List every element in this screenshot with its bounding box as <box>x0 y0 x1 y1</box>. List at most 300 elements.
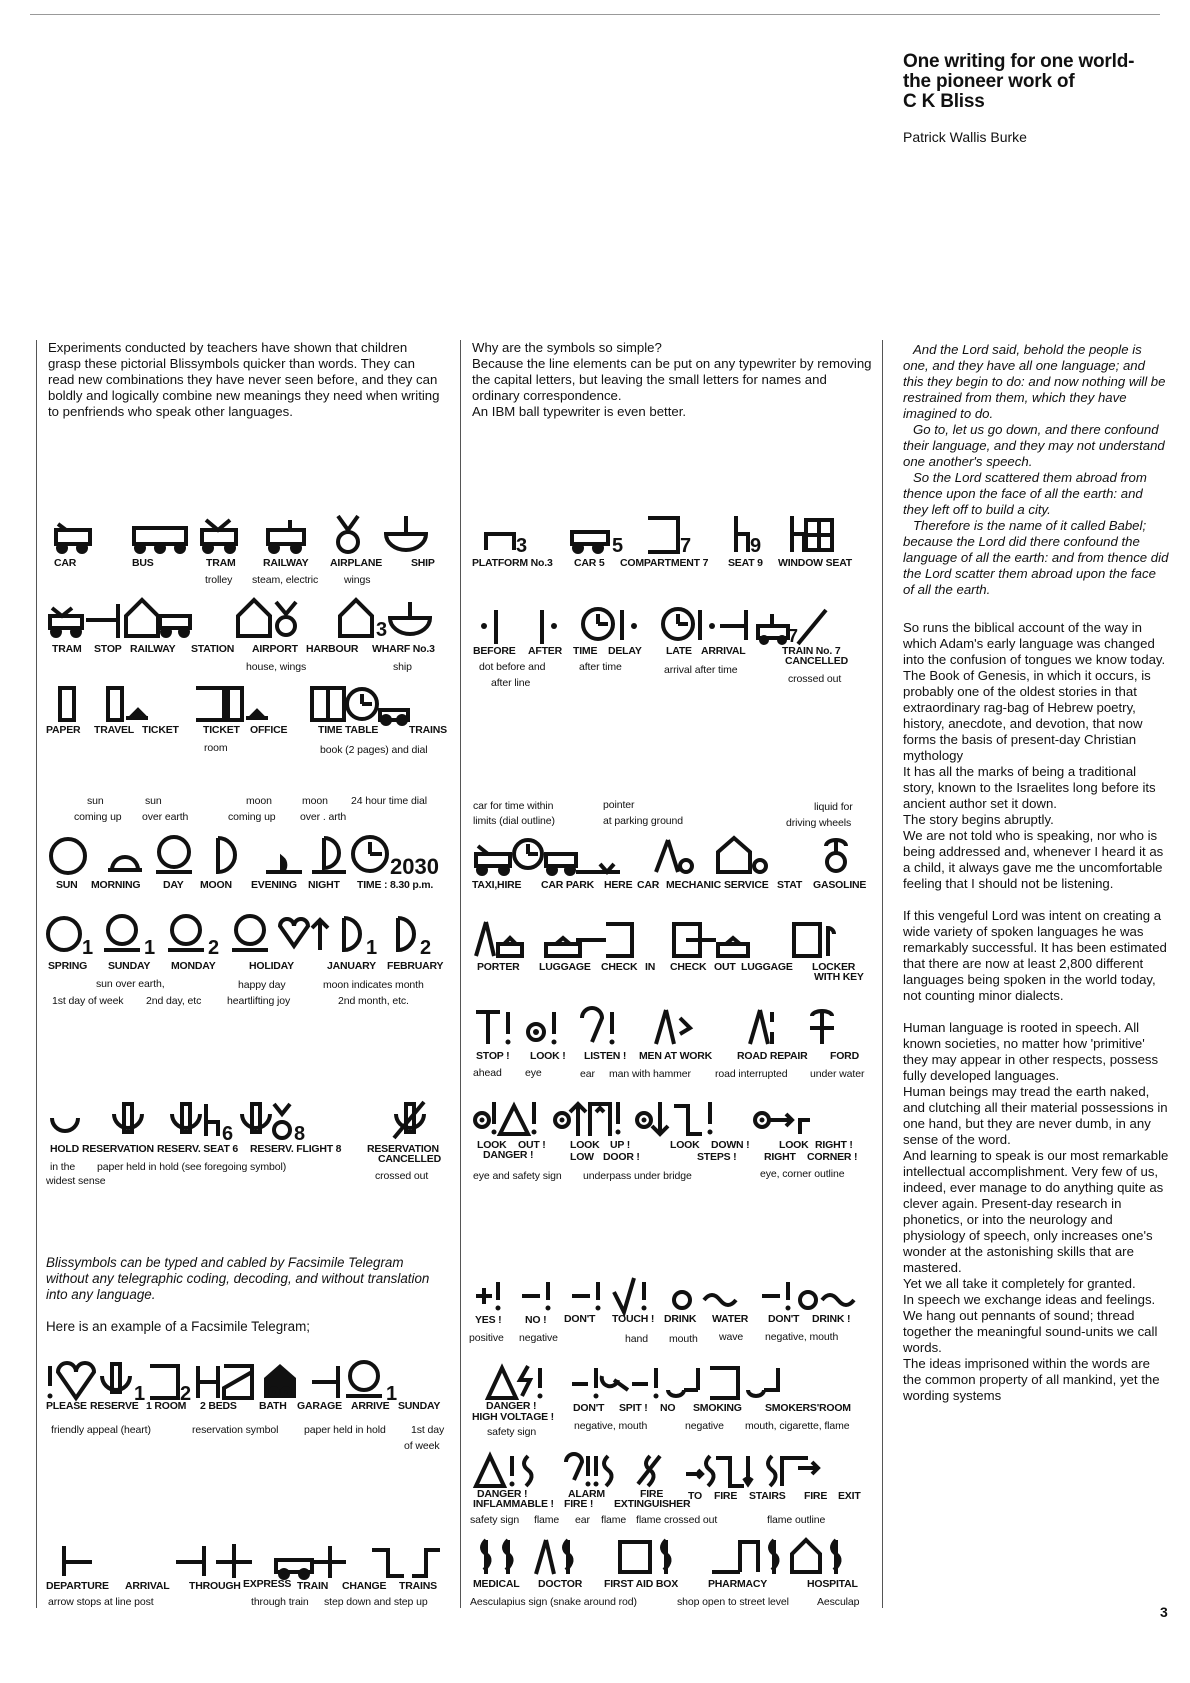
column-divider-2 <box>460 340 461 1608</box>
label-look-down: LOOK <box>670 1139 700 1151</box>
label-extinguisher: EXTINGUISHER <box>614 1498 691 1510</box>
moon-icon <box>218 838 235 872</box>
sub-1st-day-tel: 1st day <box>411 1424 445 1436</box>
sub-flame-outline: flame outline <box>767 1514 826 1526</box>
label-touch: TOUCH ! <box>612 1313 655 1325</box>
label-timetable: TIME TABLE <box>318 724 379 736</box>
monday-num: 2 <box>208 937 220 959</box>
check-out-icon <box>674 924 748 956</box>
label-hold: HOLD <box>50 1143 79 1155</box>
sub-over-earth: over earth <box>142 811 189 823</box>
airport-icon <box>238 600 296 636</box>
sub-road-interrupted: road interrupted <box>715 1068 788 1080</box>
page-number: 3 <box>1160 1604 1168 1620</box>
label-drink: DRINK <box>664 1313 697 1325</box>
label-train: TRAIN <box>297 1580 329 1592</box>
sub-eye: eye <box>525 1067 542 1079</box>
arrival-2-icon <box>720 610 746 640</box>
before-icon <box>481 610 496 644</box>
label-railway-2: RAILWAY <box>130 643 176 655</box>
top-rule <box>30 14 1160 15</box>
dont-drink-icon <box>762 1282 854 1311</box>
hold-icon <box>52 1118 78 1131</box>
sub-shop-open: shop open to street level <box>677 1596 789 1608</box>
sub-2nd-month: 2nd month, etc. <box>338 995 409 1007</box>
label-seat-9: SEAT 9 <box>728 557 763 569</box>
sub-aesculap: Aesculap <box>817 1596 860 1608</box>
label-danger-2: DANGER ! <box>486 1400 537 1412</box>
label-please: PLEASE <box>46 1400 87 1412</box>
compartment-num: 7 <box>680 535 692 557</box>
sub-heartlifting: heartlifting joy <box>227 995 291 1007</box>
sub-moon-2: moon <box>302 795 328 807</box>
change-trains-icon <box>372 1550 440 1576</box>
garage-icon <box>264 1364 296 1398</box>
label-time: TIME : 8.30 p.m. <box>357 879 434 891</box>
clock-icon <box>353 837 387 871</box>
sub-paper-held: paper held in hold (see foregoing symbol) <box>97 1161 287 1173</box>
label-out-2: OUT ! <box>518 1139 546 1151</box>
ford-icon <box>810 1010 834 1044</box>
label-train-7: TRAIN No. 7 <box>782 645 841 657</box>
label-delay: DELAY <box>608 645 642 657</box>
label-office: OFFICE <box>250 724 288 736</box>
reservation-icon <box>114 1104 142 1132</box>
luggage-symbol-row <box>472 918 872 960</box>
label-look-right: LOOK <box>779 1139 809 1151</box>
label-high-voltage: HIGH VOLTAGE ! <box>472 1411 554 1423</box>
label-1-room: 1 ROOM <box>146 1400 187 1412</box>
car-park-icon <box>546 854 596 876</box>
label-right: RIGHT ! <box>815 1139 853 1151</box>
tram-stop-icon <box>50 604 118 638</box>
label-sunday: SUNDAY <box>108 960 151 972</box>
label-arrive: ARRIVE <box>351 1400 390 1412</box>
label-fire-2: FIRE <box>714 1490 738 1502</box>
label-no: NO ! <box>525 1314 547 1326</box>
title-line-2: the pioneer work of <box>903 71 1075 92</box>
label-bath: BATH <box>259 1400 287 1412</box>
sub-flame-crossed: flame crossed out <box>636 1514 718 1526</box>
label-monday: MONDAY <box>171 960 216 972</box>
label-check: CHECK <box>601 961 638 973</box>
sub-in-the: in the <box>50 1161 76 1173</box>
label-taxi: TAXI,HIRE <box>472 879 522 891</box>
label-ship: SHIP <box>411 557 435 569</box>
late-icon <box>663 609 715 640</box>
sub-flame: flame <box>534 1514 560 1526</box>
car-icon <box>56 524 90 554</box>
label-look: LOOK ! <box>530 1050 566 1062</box>
warning-symbol-row <box>472 1006 882 1048</box>
harbour-icon <box>340 600 372 636</box>
sub-aesculapius: Aesculapius sign (snake around rod) <box>470 1596 637 1608</box>
sub-sun-1: sun <box>87 795 104 807</box>
label-right-2: RIGHT <box>764 1151 796 1163</box>
wharf-ship-icon <box>390 602 430 634</box>
dont-spit-icon <box>572 1368 628 1399</box>
to-fire-stairs-icon <box>686 1456 752 1486</box>
label-danger-3: DANGER ! <box>477 1488 528 1500</box>
label-february: FEBRUARY <box>387 960 444 972</box>
col1-intro: Experiments conducted by teachers have shown that children grasp these pictorial Blissymbols quicker than words. They can read new combinations they have never seen before, and they can boldly and logically combine new meanings they need when writing to penfriends who speak other languages. <box>48 340 440 419</box>
february-icon <box>398 918 414 950</box>
holiday-icon <box>232 916 328 950</box>
label-tram: TRAM <box>206 557 236 569</box>
road-repair-icon <box>750 1010 772 1044</box>
tram-icon <box>202 520 236 554</box>
label-night: NIGHT <box>308 879 340 891</box>
sub-driving-wheels: driving wheels <box>786 817 852 829</box>
label-spit: SPIT ! <box>619 1402 648 1414</box>
sub-room: room <box>204 742 228 754</box>
men-at-work-icon <box>656 1010 690 1044</box>
reserv-flight-icon <box>242 1104 290 1138</box>
departure-icon <box>64 1546 92 1576</box>
label-with-key: WITH KEY <box>814 971 864 983</box>
sub-1st-day: 1st day of week <box>52 995 124 1007</box>
sub-crossed-out-2: crossed out <box>788 673 842 685</box>
through-icon <box>216 1544 252 1578</box>
label-wharf: WHARF No.3 <box>372 643 435 655</box>
sub-reservation-symbol: reservation symbol <box>192 1424 279 1436</box>
morning-icon <box>108 857 142 870</box>
label-car: CAR <box>54 557 77 569</box>
sub-after-time: after time <box>579 661 622 673</box>
sub-sun-2: sun <box>145 795 162 807</box>
label-here: HERE <box>604 879 633 891</box>
label-arrival: ARRIVAL <box>125 1580 170 1592</box>
here-icon <box>594 864 620 872</box>
reserve-icon <box>102 1364 130 1392</box>
train-num: 7 <box>788 626 799 646</box>
sub-safety-sign-2: safety sign <box>470 1514 520 1526</box>
column-divider-3 <box>882 340 883 1608</box>
smokers-room-icon <box>710 1368 778 1398</box>
label-dont-2: DON'T <box>768 1313 800 1325</box>
bath-icon <box>224 1366 252 1398</box>
label-holiday: HOLIDAY <box>249 960 294 972</box>
time-icon <box>583 609 613 639</box>
delay-icon <box>622 610 637 640</box>
label-sunday-tel: SUNDAY <box>398 1400 441 1412</box>
medical-symbol-row <box>472 1536 882 1578</box>
label-after: AFTER <box>528 645 562 657</box>
label-smoking: SMOKING <box>693 1402 742 1414</box>
time-2030: 2030 <box>390 854 439 879</box>
reservation-cancelled-icon <box>394 1102 424 1138</box>
dont-icon <box>572 1282 601 1311</box>
label-trains: TRAINS <box>409 724 447 736</box>
label-sun: SUN <box>56 879 78 891</box>
label-first-aid: FIRST AID BOX <box>604 1578 679 1590</box>
label-fire: FIRE <box>640 1488 664 1500</box>
look-out-icon <box>475 1102 537 1135</box>
fire-symbol-row <box>472 1448 882 1490</box>
train7-icon <box>758 614 788 645</box>
label-compartment: COMPARTMENT 7 <box>620 557 709 569</box>
alarm-fire-icon <box>566 1454 612 1487</box>
check-in-icon <box>576 924 632 956</box>
label-car-5: CAR 5 <box>574 557 605 569</box>
look-down-icon <box>637 1102 713 1135</box>
sub-step-down: step down and step up <box>324 1596 428 1608</box>
label-garage: GARAGE <box>297 1400 342 1412</box>
label-station: STATION <box>191 643 235 655</box>
label-travel: TRAVEL <box>94 724 135 736</box>
fire-exit-icon <box>768 1456 818 1486</box>
taxi-icon <box>476 840 542 876</box>
sub-limits: limits (dial outline) <box>473 815 555 827</box>
label-look-up: LOOK <box>570 1139 600 1151</box>
first-aid-box-icon <box>620 1540 670 1574</box>
service-station-icon <box>718 838 766 872</box>
airplane-icon <box>338 516 358 552</box>
yes-icon <box>476 1282 501 1311</box>
platform-symbol-row <box>472 514 872 556</box>
label-gasoline: GASOLINE <box>813 879 867 891</box>
sub-underpass: underpass under bridge <box>583 1170 692 1182</box>
label-cancelled: CANCELLED <box>378 1153 441 1165</box>
sub-flame-2: flame <box>601 1514 627 1526</box>
car-symbol-row <box>46 510 446 556</box>
smoking-symbol-row <box>472 1360 882 1402</box>
col3-text: And the Lord said, behold the people is one, and they have all one language; and this they begin to do: and now nothing will be restrained from them, which they have imagined to do. Go to, let us go down, and there confound their language, and they may not understand one another's speech. So the Lord scattered them abroad from thence upon the face of all the earth: and they left off to build a city. Therefore is the name of it called Babel; because the Lord did there confound the language of all the earth: and from thence did the Lord scatter them abroad upon the face of all the earth. So runs the biblical account of the way in which Adam's early language was changed into the confusion of tongues we know today. The Book of Genesis, in which it occurs, is probably one of the oldest stories in that extraordinary rag-bag of Hebrew poetry, history, anecdote, and devotion, that now forms the basis of present-day Christian mythology It has all the marks of being a traditional story, known to the Israelites long before its ancient author set it down. The story begins abruptly. We are not told who is speaking, nor who is being addressed and, whenever I heard it as a child, it always gave me the uncomfortable feeling that I should not be listening. If this vengeful Lord was intent on creating a wide variety of spoken languages he was remarkably successful. It has been estimated that there are now at least 2,800 different languages being spoken in the world today, not counting minor dialects. Human language is rooted in speech. All known societies, no matter how 'primitive' they may appear in other respects, possess fully developed languages. Human beings may tread the earth naked, and clutching all their material possessions in one hand, but they are never dumb, in any sense of the word. And learning to speak is our most remarkable intellectual accomplishment. Very few of us, indeed, ever manage to do anything quite as clever again. Present-day research in phonetics, or into the neurology and physiology of speech, only increases one's wonder at the astonishing skills that are mastered. Yet we all take it completely for granted. In speech we exchange ideas and feelings. We hang out pennants of sound; thread together the meaningful sound-units we call words. The ideas imprisoned within the words are the common property of all mankind, yet the wording systems <box>903 342 1169 1403</box>
label-ford: FORD <box>830 1050 859 1062</box>
label-check-2: CHECK <box>670 961 707 973</box>
stations-symbol-row <box>46 596 446 642</box>
locker-icon <box>794 924 834 956</box>
label-time-2: TIME <box>573 645 598 657</box>
look-eye-icon <box>528 1012 557 1045</box>
label-no-2: NO <box>660 1402 676 1414</box>
label-mechanic: MECHANIC <box>666 879 721 891</box>
author-byline: Patrick Wallis Burke <box>903 129 1027 145</box>
sub-coming-up: coming up <box>74 811 122 823</box>
label-reserve: RESERVE <box>90 1400 139 1412</box>
label-look-out: LOOK <box>477 1139 507 1151</box>
label-medical: MEDICAL <box>473 1578 520 1590</box>
seat-num: 6 <box>222 1123 234 1145</box>
please-icon <box>48 1363 95 1399</box>
label-late: LATE <box>666 645 692 657</box>
doctor-icon <box>536 1540 572 1574</box>
label-dont: DON'T <box>564 1313 596 1325</box>
label-men-at-work: MEN AT WORK <box>639 1050 713 1062</box>
sub-eye-corner: eye, corner outline <box>760 1168 845 1180</box>
sub-under-water: under water <box>810 1068 865 1080</box>
stop-ahead-icon <box>476 1012 511 1045</box>
timetable-icon <box>312 688 408 726</box>
room-icon <box>150 1366 178 1398</box>
label-trains-2: TRAINS <box>399 1580 437 1592</box>
sub-2nd-day: 2nd day, etc <box>146 995 202 1007</box>
sub-steam-electric: steam, electric <box>252 574 319 586</box>
label-exit: EXIT <box>838 1490 861 1502</box>
label-service: SERVICE <box>724 879 769 891</box>
sub-negative-mouth-2: negative, mouth <box>574 1420 648 1432</box>
sub-ear: ear <box>580 1068 595 1080</box>
label-airplane: AIRPLANE <box>330 557 383 569</box>
look-right-icon <box>755 1113 810 1134</box>
paper-icon <box>60 688 74 720</box>
sub-widest-sense: widest sense <box>46 1175 106 1187</box>
sub-coming-up-2: coming up <box>228 811 276 823</box>
label-corner: CORNER ! <box>807 1151 858 1163</box>
railway-icon <box>268 520 304 554</box>
sub-liquid: liquid for <box>814 801 853 813</box>
listen-ear-icon <box>582 1008 615 1045</box>
seat-icon <box>736 516 748 552</box>
sub-wings: wings <box>344 574 371 586</box>
sub-after-line: after line <box>491 677 531 689</box>
label-inflammable: INFLAMMABLE ! <box>473 1498 554 1510</box>
sub-negative: negative <box>519 1332 558 1344</box>
sub-negative-2: negative <box>685 1420 724 1432</box>
label-water: WATER <box>712 1313 749 1325</box>
sunday-icon <box>104 916 140 950</box>
sub-man-hammer: man with hammer <box>609 1068 691 1080</box>
telegram-symbol-row <box>46 1360 456 1404</box>
window-seat-icon <box>792 516 832 552</box>
label-express: EXPRESS <box>243 1578 292 1590</box>
sub-moon-1: moon <box>246 795 272 807</box>
sub-of-week: of week <box>404 1440 440 1452</box>
label-airport: AIRPORT <box>252 643 298 655</box>
danger-voltage-icon <box>488 1366 543 1399</box>
telegram-text-2: Here is an example of a Facsimile Telegram; <box>46 1319 310 1334</box>
yes-no-symbol-row <box>472 1274 882 1314</box>
danger-inflammable-icon <box>476 1456 532 1487</box>
label-up: UP ! <box>610 1139 631 1151</box>
extinguisher-icon <box>638 1456 660 1486</box>
label-stairs: STAIRS <box>749 1490 786 1502</box>
gasoline-icon <box>826 840 846 871</box>
no-smoking-icon <box>632 1368 698 1399</box>
label-pharmacy: PHARMACY <box>708 1578 768 1590</box>
monday-icon <box>168 916 204 950</box>
porter-icon <box>476 922 522 956</box>
label-fire-alarm: FIRE ! <box>564 1498 594 1510</box>
after-icon <box>542 610 557 644</box>
title-line-3: C K Bliss <box>903 91 985 112</box>
label-reservation-2: RESERVATION <box>367 1143 439 1155</box>
touch-hand-icon <box>614 1278 647 1312</box>
wharf-number: 3 <box>376 619 388 641</box>
label-fire-3: FIRE <box>804 1490 828 1502</box>
no-icon <box>522 1282 551 1311</box>
time-relations-symbol-row <box>472 604 872 646</box>
sub-arrival-after: arrival after time <box>664 664 738 676</box>
sub-happy-day: happy day <box>238 979 286 991</box>
luggage-icon <box>546 938 580 956</box>
arrival-icon <box>176 1546 204 1576</box>
arrive-icon <box>312 1366 338 1398</box>
sub-ship: ship <box>393 661 412 673</box>
platform-num: 3 <box>516 535 528 557</box>
label-alarm: ALARM <box>568 1488 605 1500</box>
label-danger: DANGER ! <box>483 1149 534 1161</box>
february-num: 2 <box>420 937 432 959</box>
sunday-num: 1 <box>144 937 156 959</box>
beds-num: 2 <box>180 1383 192 1405</box>
ticket-office-icon <box>196 688 268 720</box>
label-doctor: DOCTOR <box>538 1578 583 1590</box>
label-road-repair: ROAD REPAIR <box>737 1050 808 1062</box>
label-ticket-2: TICKET <box>203 724 240 736</box>
col2-intro: Why are the symbols so simple? Because the line elements can be put on any typewriter by removing the capital letters, but leaving the small letters for names and ordinary correspondence. An IBM ball typewriter is even better. <box>472 340 872 419</box>
sub-ahead: ahead <box>473 1067 502 1079</box>
label-reservation: RESERVATION <box>82 1143 154 1155</box>
blissymbols-em: Blissymbols can be typed and cabled by Facsimile Telegram without any telegraphic coding, decoding, and without translation into any language. <box>46 1255 430 1302</box>
express-train-icon <box>276 1546 346 1580</box>
pharmacy-icon <box>712 1540 778 1574</box>
cancel-slash-icon <box>798 610 826 644</box>
seat-num-9: 9 <box>750 535 762 557</box>
sub-ear-2: ear <box>575 1514 590 1526</box>
sunday-tel-icon <box>346 1362 382 1396</box>
sub-24h: 24 hour time dial <box>351 795 427 807</box>
label-before: BEFORE <box>473 645 516 657</box>
label-2-beds: 2 BEDS <box>200 1400 237 1412</box>
sub-car-time: car for time within <box>473 800 554 812</box>
night-icon <box>312 838 346 872</box>
label-moon: MOON <box>200 879 232 891</box>
car-num: 5 <box>612 535 624 557</box>
label-tram-2: TRAM <box>52 643 82 655</box>
calendar-symbol-row <box>46 914 456 958</box>
label-evening: EVENING <box>251 879 297 891</box>
label-arrival-2: ARRIVAL <box>701 645 746 657</box>
sub-safety-sign: safety sign <box>487 1426 537 1438</box>
label-railway: RAILWAY <box>263 557 309 569</box>
label-through: THROUGH <box>189 1580 241 1592</box>
label-paper: PAPER <box>46 724 81 736</box>
sub-mouth: mouth <box>669 1333 698 1345</box>
sub-paper-hold: paper held in hold <box>304 1424 386 1436</box>
label-ticket: TICKET <box>142 724 179 736</box>
spring-num: 1 <box>82 937 94 959</box>
label-down: DOWN ! <box>711 1139 750 1151</box>
evening-icon <box>266 858 302 872</box>
mechanic-icon <box>656 840 692 872</box>
water-wave-icon <box>704 1295 736 1305</box>
sub-pointer: pointer <box>603 799 635 811</box>
label-in: IN <box>645 961 656 973</box>
label-dont-3: DON'T <box>573 1402 605 1414</box>
compartment-icon <box>648 518 678 552</box>
label-locker: LOCKER <box>812 961 856 973</box>
label-to: TO <box>688 1490 702 1502</box>
label-steps: STEPS ! <box>697 1151 737 1163</box>
label-stop-2: STOP ! <box>476 1050 510 1062</box>
label-porter: PORTER <box>477 961 520 973</box>
article-title <box>903 52 1163 112</box>
sub-moon-month: moon indicates month <box>323 979 424 991</box>
label-reserv-seat: RESERV. SEAT 6 <box>157 1143 239 1155</box>
label-drink-2: DRINK ! <box>812 1313 851 1325</box>
car5-icon <box>572 532 608 554</box>
sub-book-dial: book (2 pages) and dial <box>320 744 428 756</box>
label-car-park: CAR PARK <box>541 879 595 891</box>
label-yes: YES ! <box>475 1314 502 1326</box>
beds-icon <box>198 1366 218 1398</box>
label-change: CHANGE <box>342 1580 387 1592</box>
travel-ticket-icon <box>108 688 148 720</box>
departure-symbol-row <box>46 1540 456 1580</box>
january-icon <box>344 918 360 950</box>
reservation-symbol-row <box>46 1100 456 1144</box>
